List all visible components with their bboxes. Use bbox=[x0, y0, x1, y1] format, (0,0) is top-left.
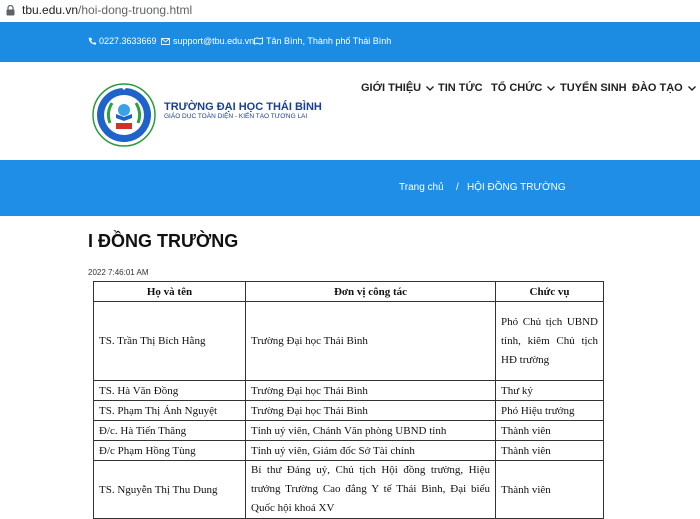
chevron-down-icon bbox=[547, 86, 555, 91]
breadcrumb-home[interactable]: Trang chủ bbox=[399, 182, 444, 193]
member-position: Thành viên bbox=[496, 421, 604, 441]
page-title: I ĐỒNG TRƯỜNG bbox=[88, 231, 239, 251]
member-unit: Bí thư Đảng uỷ, Chủ tịch Hội đồng trường, Hiệu trưởng Trường Cao đẳng Y tế Thái Bình, Đại biểu Quốc hội khoá XV bbox=[246, 461, 496, 519]
member-position: Thư ký bbox=[496, 381, 604, 401]
school-slogan: GIÁO DỤC TOÀN DIỆN - KIẾN TẠO TƯƠNG LAI bbox=[164, 113, 308, 120]
address-contact: Tân Bình, Thành phố Thái Bình bbox=[254, 36, 391, 46]
table-row bbox=[94, 302, 604, 381]
breadcrumb-separator: / bbox=[456, 182, 459, 193]
member-unit: Trường Đại học Thái Bình bbox=[246, 381, 496, 401]
member-name: TS. Phạm Thị Ánh Nguyệt bbox=[94, 401, 246, 421]
chevron-down-icon bbox=[426, 86, 434, 91]
table-row bbox=[94, 441, 604, 461]
nav-item-to-chuc[interactable]: TỔ CHỨC bbox=[491, 82, 555, 94]
map-icon bbox=[254, 37, 263, 45]
member-unit: Tỉnh uỷ viên, Giám đốc Sở Tài chính bbox=[246, 441, 496, 461]
member-position: Phó Chủ tịch UBND tỉnh, kiêm Chủ tịch HĐ trường bbox=[496, 302, 604, 381]
email-contact[interactable]: support@tbu.edu.vn bbox=[161, 36, 254, 46]
nav-item-tin-tuc[interactable]: TIN TỨC bbox=[438, 82, 483, 94]
member-position: Thành viên bbox=[496, 441, 604, 461]
nav-item-dao-tao[interactable]: ĐÀO TẠO bbox=[632, 82, 696, 94]
member-name: TS. Nguyễn Thị Thu Dung bbox=[94, 461, 246, 519]
lock-icon bbox=[6, 5, 15, 16]
table-row bbox=[94, 421, 604, 441]
nav-item-tuyen-sinh[interactable]: TUYỂN SINH bbox=[560, 82, 627, 94]
member-position: Thành viên bbox=[496, 461, 604, 519]
chevron-down-icon bbox=[688, 86, 696, 91]
school-name: TRƯỜNG ĐẠI HỌC THÁI BÌNH bbox=[164, 101, 322, 113]
phone-contact[interactable]: 0227.3633669 bbox=[88, 36, 157, 46]
member-name: TS. Trần Thị Bích Hằng bbox=[94, 302, 246, 381]
member-name: TS. Hà Văn Đồng bbox=[94, 381, 246, 401]
table-row bbox=[94, 381, 604, 401]
member-position: Phó Hiệu trưởng bbox=[496, 401, 604, 421]
header-position: Chức vụ bbox=[496, 282, 604, 302]
phone-icon bbox=[88, 37, 96, 45]
table-row bbox=[94, 401, 604, 421]
nav-item-gioi-thieu[interactable]: GIỚI THIỆU bbox=[361, 82, 434, 94]
member-unit: Tỉnh uỷ viên, Chánh Văn phòng UBND tỉnh bbox=[246, 421, 496, 441]
header-name: Họ và tên bbox=[94, 282, 246, 302]
member-name: Đ/c Phạm Hồng Tùng bbox=[94, 441, 246, 461]
table-row bbox=[94, 461, 604, 519]
header-unit: Đơn vị công tác bbox=[246, 282, 496, 302]
school-logo[interactable] bbox=[92, 83, 156, 147]
table-header-row bbox=[94, 282, 604, 302]
url-text[interactable]: tbu.edu.vn/hoi-dong-truong.html bbox=[22, 3, 193, 17]
member-unit: Trường Đại học Thái Bình bbox=[246, 302, 496, 381]
envelope-icon bbox=[161, 38, 170, 45]
council-table bbox=[93, 281, 604, 519]
member-name: Đ/c. Hà Tiến Thăng bbox=[94, 421, 246, 441]
breadcrumb-current: HỘI ĐỒNG TRƯỜNG bbox=[467, 182, 566, 193]
browser-address-bar[interactable] bbox=[0, 0, 700, 23]
contact-bar bbox=[0, 22, 700, 62]
page-banner bbox=[0, 160, 700, 216]
member-unit: Trường Đại học Thái Bình bbox=[246, 401, 496, 421]
post-date: 2022 7:46:01 AM bbox=[88, 268, 149, 277]
